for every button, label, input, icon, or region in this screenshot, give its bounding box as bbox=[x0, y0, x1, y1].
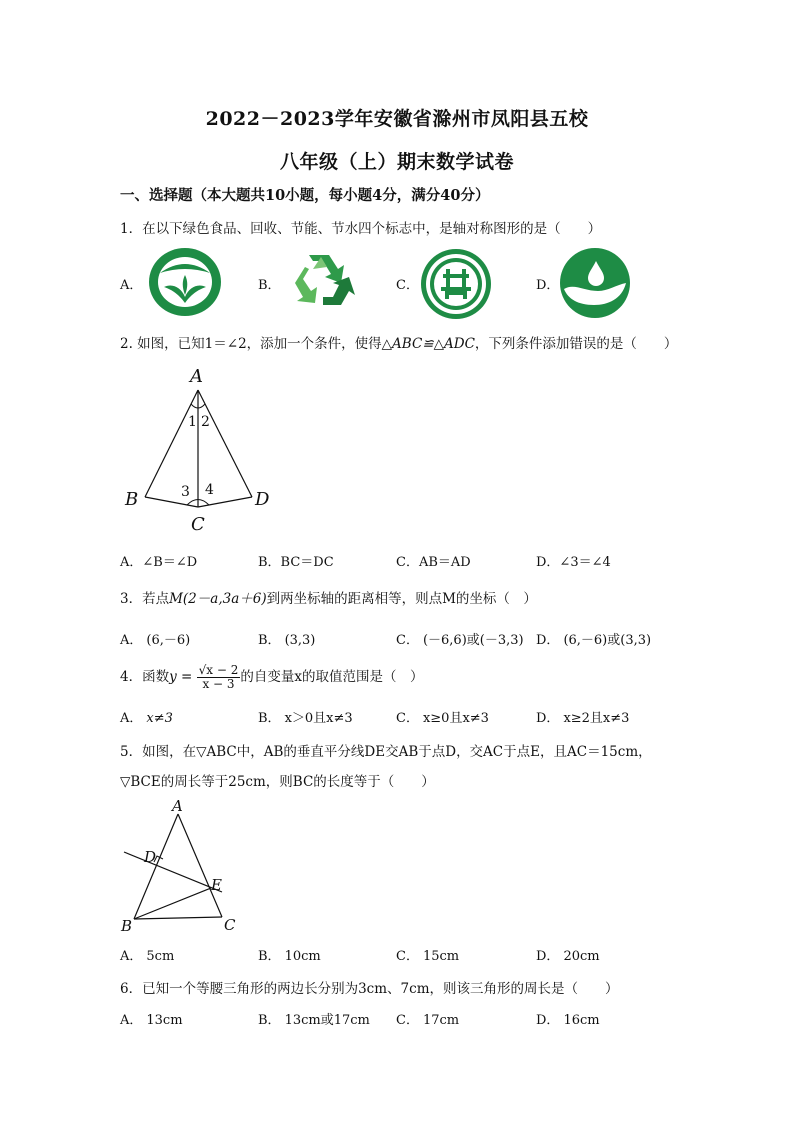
q4-option-b-letter: B． bbox=[258, 711, 281, 726]
q2-angle-2: 2 bbox=[201, 414, 210, 430]
q3-option-c-value: (－6,6)或(－3,3) bbox=[422, 633, 524, 648]
q2-angle-3: 3 bbox=[181, 484, 190, 500]
q6-option-a-value: 13cm bbox=[146, 1013, 183, 1028]
q2-angle-4: 4 bbox=[205, 482, 214, 498]
q1-option-d-label: D． bbox=[536, 278, 560, 293]
q5-option-c bbox=[396, 945, 459, 964]
q3-option-d bbox=[536, 629, 651, 648]
q6-option-d-value: 16cm bbox=[563, 1013, 600, 1028]
recycle-logo-icon bbox=[283, 247, 357, 317]
q3-option-c bbox=[396, 629, 524, 648]
q6-option-b-value: 13cm或17cm bbox=[284, 1013, 370, 1028]
question-4-text bbox=[120, 664, 423, 691]
q5-label-a: A bbox=[172, 797, 183, 815]
q2-option-b: B．BC＝DC bbox=[258, 555, 334, 570]
q1-option-a-label: A． bbox=[120, 278, 143, 293]
q5-option-b-value: 10cm bbox=[284, 949, 321, 964]
q5-label-c: C bbox=[224, 916, 236, 934]
q3-option-d-value: (6,－6)或(3,3) bbox=[563, 633, 652, 648]
question-5-line1: 5．如图，在▽ABC中，AB的垂直平分线DE交AB于点D，交AC于点E，且AC＝15cm， bbox=[120, 744, 652, 760]
q5-option-c-value: 15cm bbox=[422, 949, 460, 964]
q4-option-b bbox=[258, 707, 353, 726]
q6-option-a-letter: A． bbox=[120, 1013, 143, 1028]
q3-option-a bbox=[120, 629, 190, 648]
q4-numerator: √x − 2 bbox=[198, 663, 239, 677]
question-2-text bbox=[120, 332, 677, 352]
q5-option-a-letter: A． bbox=[120, 949, 143, 964]
q4-option-c-value: x≥0且x≠3 bbox=[422, 711, 489, 726]
q1-option-b-label: B． bbox=[258, 278, 281, 293]
q5-label-d: D bbox=[144, 848, 157, 866]
q3-option-a-value: (6,－6) bbox=[146, 633, 191, 648]
question-6-text: 6．已知一个等腰三角形的两边长分别为3cm、7cm，则该三角形的周长是（ ） bbox=[120, 981, 619, 997]
q5-option-a bbox=[120, 945, 174, 964]
q6-option-c-value: 17cm bbox=[422, 1013, 460, 1028]
q5-option-b-letter: B． bbox=[258, 949, 281, 964]
q5-option-d-value: 20cm bbox=[563, 949, 600, 964]
q5-triangle-figure bbox=[118, 798, 248, 933]
q2-congruence: △ABC≌△ADC bbox=[381, 336, 475, 352]
q3-text-after: 到两坐标轴的距离相等，则点M的坐标（ ） bbox=[266, 591, 537, 607]
q5-option-b bbox=[258, 945, 321, 964]
q3-option-b-value: (3,3) bbox=[284, 633, 316, 648]
q3-option-d-letter: D． bbox=[536, 633, 560, 648]
question-3-text bbox=[120, 587, 537, 607]
q5-label-b: B bbox=[121, 917, 133, 935]
q2-text-before: 2. 如图，已知1＝∠2，添加一个条件，使得 bbox=[120, 336, 382, 352]
q2-kite-figure bbox=[120, 362, 290, 540]
q3-option-a-letter: A． bbox=[120, 633, 143, 648]
q3-option-b bbox=[258, 629, 315, 648]
q4-option-a-value: x≠3 bbox=[146, 711, 173, 726]
q2-label-a: A bbox=[190, 366, 203, 387]
q2-label-d: D bbox=[255, 489, 270, 510]
q4-option-d-value: x≥2且x≠3 bbox=[563, 711, 630, 726]
q4-option-c bbox=[396, 707, 489, 726]
q2-option-d: D．∠3＝∠4 bbox=[536, 555, 611, 570]
q2-angle-1: 1 bbox=[188, 414, 197, 430]
section-heading: 一、选择题（本大题共10小题，每小题4分，满分40分） bbox=[120, 187, 490, 204]
q4-fraction bbox=[197, 664, 241, 691]
q6-option-b-letter: B． bbox=[258, 1013, 281, 1028]
q2-option-c: C．AB＝AD bbox=[396, 555, 471, 570]
q1-option-c-label: C． bbox=[396, 278, 419, 293]
q2-text-after: ，下列条件添加错误的是（ ） bbox=[474, 336, 678, 352]
q6-option-d-letter: D． bbox=[536, 1013, 560, 1028]
energy-saving-logo-icon bbox=[419, 247, 493, 321]
q4-text-before: 4．函数 bbox=[120, 669, 170, 685]
q4-option-a bbox=[120, 707, 173, 726]
q4-text-after: 的自变量x的取值范围是（ ） bbox=[240, 669, 424, 685]
q5-option-a-value: 5cm bbox=[146, 949, 175, 964]
q3-point: M(2－a,3a＋6) bbox=[169, 591, 267, 607]
q6-option-c bbox=[396, 1009, 459, 1028]
q3-text-before: 3．若点 bbox=[120, 591, 170, 607]
q2-option-a: A．∠B＝∠D bbox=[120, 555, 198, 570]
q5-option-c-letter: C． bbox=[396, 949, 419, 964]
exam-title-line1: 2022－2023学年安徽省滁州市凤阳县五校 bbox=[205, 108, 589, 130]
green-food-logo-icon bbox=[148, 247, 222, 317]
q4-option-d bbox=[536, 707, 629, 726]
q3-option-c-letter: C． bbox=[396, 633, 419, 648]
q2-label-b: B bbox=[125, 489, 139, 510]
q6-option-c-letter: C． bbox=[396, 1013, 419, 1028]
q4-option-a-letter: A． bbox=[120, 711, 143, 726]
q4-option-d-letter: D． bbox=[536, 711, 560, 726]
q4-lhs: y = bbox=[169, 669, 193, 685]
q4-option-c-letter: C． bbox=[396, 711, 419, 726]
q4-option-b-value: x＞0且x≠3 bbox=[284, 711, 353, 726]
question-5-line2: ▽BCE的周长等于25cm，则BC的长度等于（ ） bbox=[120, 774, 435, 790]
question-1-text: 1．在以下绿色食品、回收、节能、节水四个标志中，是轴对称图形的是（ ） bbox=[120, 221, 602, 237]
q5-label-e: E bbox=[211, 876, 222, 894]
q3-option-b-letter: B． bbox=[258, 633, 281, 648]
water-saving-logo-icon bbox=[558, 247, 632, 319]
q4-denominator: x − 3 bbox=[202, 677, 235, 691]
q6-option-a bbox=[120, 1009, 183, 1028]
exam-title-line2: 八年级（上）期末数学试卷 bbox=[279, 151, 514, 173]
q6-option-d bbox=[536, 1009, 600, 1028]
q5-option-d-letter: D． bbox=[536, 949, 560, 964]
q6-option-b bbox=[258, 1009, 370, 1028]
q2-label-c: C bbox=[191, 514, 205, 535]
q5-option-d bbox=[536, 945, 600, 964]
